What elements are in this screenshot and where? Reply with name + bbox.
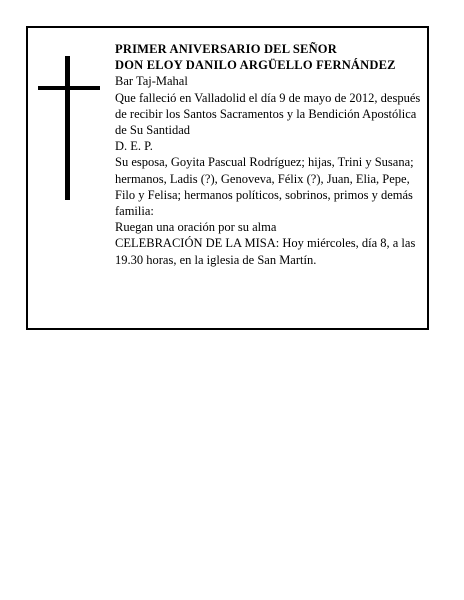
mass-info: CELEBRACIÓN DE LA MISA: Hoy miércoles, día 8, a las 19.30 horas, en la iglesia de San Martín.	[115, 236, 416, 267]
prayer-request: Ruegan una oración por su alma	[115, 220, 277, 235]
cross-icon	[38, 56, 100, 200]
notice-heading-line-1: PRIMER ANIVERSARIO DEL SEÑOR	[115, 42, 337, 56]
rip-text: D. E. P.	[115, 139, 153, 154]
notice-heading-line-2: DON ELOY DANILO ARGÜELLO FERNÁNDEZ	[115, 58, 396, 73]
obituary-notice	[26, 26, 429, 330]
death-info: Que falleció en Valladolid el día 9 de mayo de 2012, después de recibir los Santos Sacramentos y la Bendición Apostólica de Su Santidad	[115, 90, 421, 138]
family-list: Su esposa, Goyita Pascual Rodríguez; hijas, Trini y Susana; hermanos, Ladis (?), Genoveva, Félix (?), Juan, Elia, Pepe, Filo y Felisa; hermanos políticos, sobrinos, primos y demás familia:	[115, 155, 414, 219]
cross-vertical-bar	[65, 56, 70, 200]
business-name: Bar Taj-Mahal	[115, 74, 188, 89]
cross-horizontal-bar	[38, 86, 100, 90]
notice-text	[115, 41, 421, 268]
